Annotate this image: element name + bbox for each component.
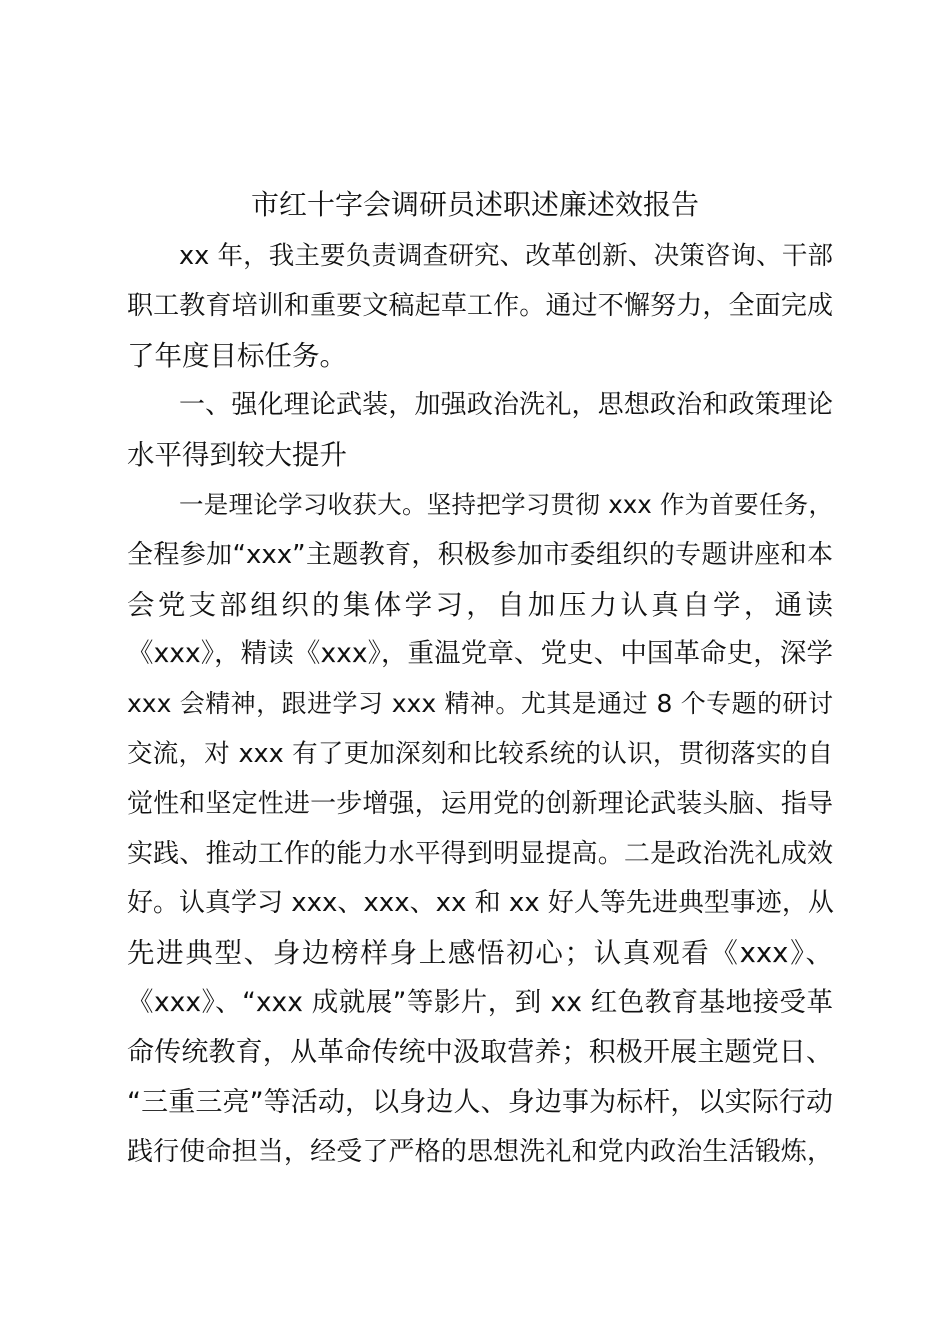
body-line: 好。认真学习 xxx、xxx、xx 和 xx 好人等先进典型事迹，从 (127, 888, 834, 919)
body-line: 先进典型、身边榜样身上感悟初心；认真观看《xxx》、 (127, 937, 833, 970)
body-line: 一是理论学习收获大。坚持把学习贯彻 xxx 作为首要任务， (179, 489, 833, 519)
body-line: 了年度目标任务。 (127, 339, 347, 372)
body-line: 践行使命担当，经受了严格的思想洗礼和党内政治生活锻炼， (127, 1137, 833, 1168)
body-line: 觉性和坚定性进一步增强，运用党的创新理论武装头脑、指导 (127, 788, 833, 819)
body-line: xxx 会精神，跟进学习 xxx 精神。尤其是通过 8 个专题的研讨 (127, 689, 833, 719)
body-line: xx 年，我主要负责调查研究、改革创新、决策咨询、干部 (179, 241, 833, 271)
section-heading: 一、强化理论武装，加强政治洗礼，思想政治和政策理论 (179, 390, 833, 421)
body-line: 《xxx》，精读《xxx》，重温党章、党史、中国革命史，深学 (127, 638, 833, 670)
body-line: 实践、推动工作的能力水平得到明显提高。二是政治洗礼成效 (127, 838, 833, 869)
body-line: 交流，对 xxx 有了更加深刻和比较系统的认识，贯彻落实的自 (127, 738, 833, 769)
section-heading: 水平得到较大提升 (127, 439, 347, 472)
document-title: 市红十字会调研员述职述廉述效报告 (250, 188, 699, 221)
body-line: 命传统教育，从革命传统中汲取营养；积极开展主题党日、 (127, 1036, 833, 1068)
body-line: 全程参加“xxx”主题教育，积极参加市委组织的专题讲座和本 (127, 539, 833, 570)
document-body (127, 236, 833, 1182)
body-line: 职工教育培训和重要文稿起草工作。通过不懈努力，全面完成 (127, 290, 833, 321)
body-line: 会党支部组织的集体学习，自加压力认真自学，通读 (127, 588, 833, 621)
body-line: “三重三亮”等活动，以身边人、身边事为标杆，以实际行动 (127, 1086, 833, 1118)
body-line: 《xxx》、“xxx 成就展”等影片，到 xx 红色教育基地接受革 (127, 986, 833, 1018)
